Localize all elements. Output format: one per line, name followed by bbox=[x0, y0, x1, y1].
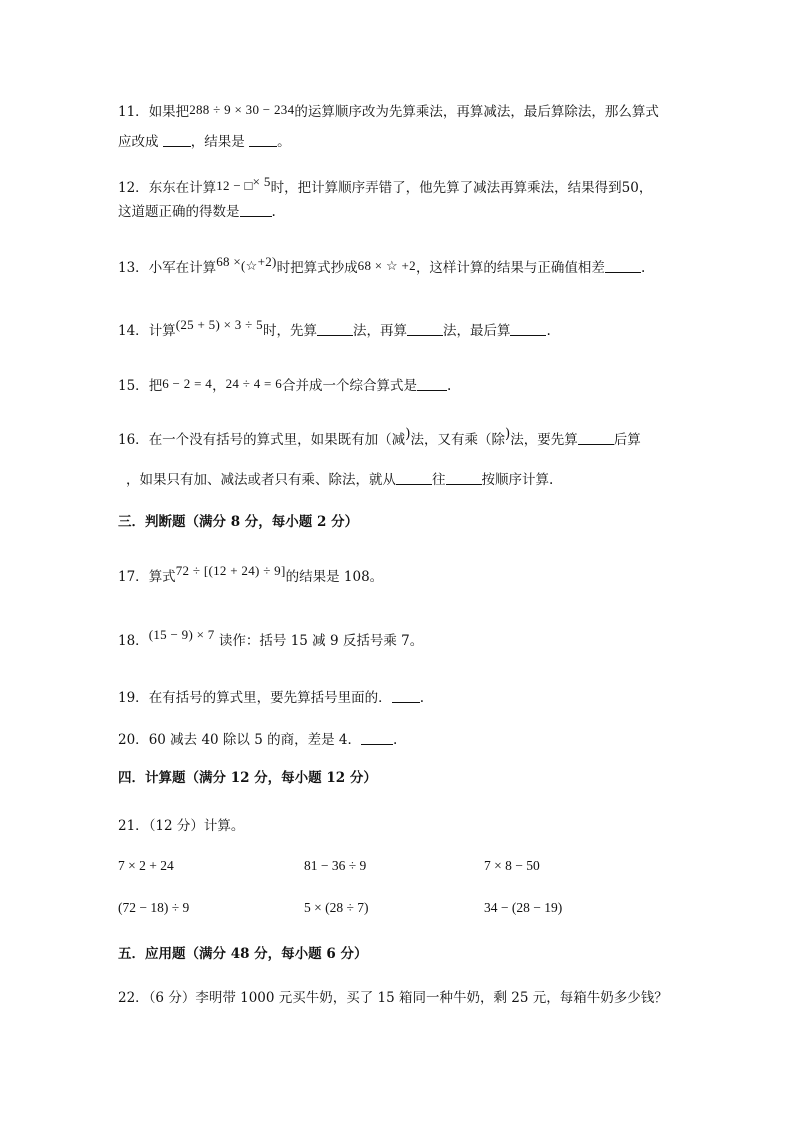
math-expression: 72 ÷ [(12 + 24) ÷ 9] bbox=[175, 563, 286, 578]
question-number: 16． bbox=[118, 432, 149, 448]
question-text: 时，先算 bbox=[262, 323, 317, 339]
answer-blank[interactable] bbox=[392, 690, 420, 703]
question-text: 法，再算 bbox=[352, 323, 407, 339]
question-text: 如果把 bbox=[148, 104, 190, 120]
question-16-line-2 bbox=[126, 470, 553, 490]
question-text: 按顺序计算. bbox=[481, 472, 554, 488]
question-text: 后算 bbox=[613, 432, 641, 448]
question-text: . bbox=[546, 323, 551, 339]
question-text: 时，把计算顺序弄错了，他先算了减法再算乘法，结果得到50， bbox=[270, 180, 653, 196]
math-expression: ( bbox=[240, 258, 246, 273]
question-number: 11． bbox=[118, 104, 149, 120]
question-15-line bbox=[118, 374, 451, 396]
answer-blank[interactable] bbox=[578, 432, 614, 445]
question-18-line bbox=[118, 625, 423, 651]
question-number: 18． bbox=[118, 633, 149, 649]
question-16-line-1 bbox=[118, 424, 641, 450]
question-text: . bbox=[271, 204, 276, 220]
question-text: 法，又有乘（除 bbox=[410, 432, 505, 448]
question-text: 。 bbox=[277, 134, 291, 150]
math-expression: ☆ bbox=[245, 258, 258, 273]
question-text: 时把算式抄成 bbox=[276, 260, 358, 276]
math-expression: (25 + 5) × 3 ÷ 5 bbox=[175, 317, 263, 332]
question-text: . bbox=[419, 690, 424, 706]
question-text: 算式 bbox=[148, 569, 176, 585]
question-14-line bbox=[118, 315, 551, 341]
question-text: 法，最后算 bbox=[442, 323, 511, 339]
question-text: ，结果是 bbox=[190, 134, 245, 150]
answer-blank[interactable] bbox=[317, 323, 353, 336]
question-text: 的运算顺序改为先算乘法，再算减法，最后算除法，那么算式 bbox=[294, 104, 659, 120]
calc-item: 34 − (28 − 19) bbox=[484, 900, 563, 915]
section-heading: 五．应用题（满分 48 分，每小题 6 分） bbox=[118, 946, 368, 962]
question-text: 这道题正确的得数是 bbox=[118, 204, 240, 220]
section-heading: 四．计算题（满分 12 分，每小题 12 分） bbox=[118, 770, 377, 786]
question-11-line-1 bbox=[118, 100, 659, 122]
answer-blank[interactable] bbox=[240, 204, 272, 217]
question-text: 法，要先算 bbox=[510, 432, 578, 448]
question-number: 20． bbox=[118, 732, 149, 748]
math-expression: +2) bbox=[257, 254, 277, 269]
question-text: 小军在计算 bbox=[148, 260, 217, 276]
question-text: ，如果只有加、减法或者只有乘、除法，就从 bbox=[126, 472, 396, 488]
question-text: 合并成一个综合算式是 bbox=[282, 378, 418, 394]
math-expression: 12 − □ bbox=[216, 178, 253, 193]
question-number: 22． bbox=[118, 990, 149, 1006]
question-text: ) bbox=[405, 426, 411, 442]
question-text: 往 bbox=[432, 472, 446, 488]
question-number: 19． bbox=[118, 690, 149, 706]
question-text: （6 分）李明带 1000 元买牛奶，买了 15 箱同一种牛奶，剩 25 元，每箱牛奶多少钱？ bbox=[148, 990, 668, 1006]
calc-item: 81 − 36 ÷ 9 bbox=[304, 858, 367, 873]
question-text: 在有括号的算式里，要先算括号里面的． bbox=[148, 690, 392, 706]
answer-blank[interactable] bbox=[407, 323, 443, 336]
math-expression: 68 × bbox=[216, 254, 241, 269]
question-text: . bbox=[640, 260, 646, 276]
math-expression: (15 − 9) × 7 bbox=[148, 627, 215, 642]
math-expression: 24 ÷ 4 = 6 bbox=[225, 376, 283, 391]
question-number: 15． bbox=[118, 378, 149, 394]
question-12-line-2 bbox=[118, 202, 276, 222]
question-text: ) bbox=[504, 426, 511, 442]
math-expression: 288 ÷ 9 × 30 − 234 bbox=[189, 102, 295, 117]
math-expression: 6 − 2 = 4 bbox=[162, 376, 213, 391]
question-12-line-1 bbox=[118, 172, 652, 198]
question-text: ，这样计算的结果与正确值相差 bbox=[415, 260, 605, 276]
question-number: 14． bbox=[118, 323, 149, 339]
math-expression: 68 × ☆ +2 bbox=[357, 258, 416, 273]
question-text: 应改成 bbox=[118, 134, 159, 150]
question-text: 60 减去 40 除以 5 的商，差是 4． bbox=[148, 732, 361, 748]
question-text: 的结果是 108。 bbox=[285, 569, 384, 585]
section-heading: 三．判断题（满分 8 分，每小题 2 分） bbox=[118, 514, 359, 530]
question-11-line-2 bbox=[118, 132, 291, 152]
question-number: 21． bbox=[118, 818, 149, 834]
question-text: . bbox=[447, 378, 452, 394]
answer-blank[interactable] bbox=[417, 378, 447, 391]
question-19-line bbox=[118, 688, 424, 708]
question-text: 读作：括号 15 减 9 反括号乘 7。 bbox=[218, 633, 424, 649]
question-text: 在一个没有括号的算式里，如果既有加（减 bbox=[148, 432, 406, 448]
answer-blank[interactable] bbox=[605, 260, 641, 273]
answer-blank[interactable] bbox=[396, 472, 432, 485]
question-text: ， bbox=[212, 378, 226, 394]
answer-blank[interactable] bbox=[249, 134, 277, 147]
question-text: 把 bbox=[148, 378, 163, 394]
question-text: 计算 bbox=[148, 323, 176, 339]
question-text: 东东在计算 bbox=[148, 180, 217, 196]
calc-item: 7 × 2 + 24 bbox=[118, 858, 174, 873]
answer-blank[interactable] bbox=[446, 472, 482, 485]
question-21-line bbox=[118, 816, 244, 836]
question-text: （12 分）计算。 bbox=[148, 818, 245, 834]
answer-blank[interactable] bbox=[510, 323, 546, 336]
calc-item: 5 × (28 ÷ 7) bbox=[304, 900, 369, 915]
question-13-line bbox=[118, 252, 645, 278]
math-expression: × 5 bbox=[252, 174, 271, 189]
question-20-line bbox=[118, 730, 397, 750]
question-text: . bbox=[392, 732, 398, 748]
calc-item: (72 − 18) ÷ 9 bbox=[118, 900, 190, 915]
question-number: 13． bbox=[118, 260, 149, 276]
calc-item: 7 × 8 − 50 bbox=[484, 858, 540, 873]
question-22-line bbox=[118, 988, 668, 1008]
answer-blank[interactable] bbox=[163, 134, 191, 147]
question-17-line bbox=[118, 561, 383, 587]
question-number: 12． bbox=[118, 180, 149, 196]
question-number: 17． bbox=[118, 569, 149, 585]
answer-blank[interactable] bbox=[361, 732, 393, 745]
